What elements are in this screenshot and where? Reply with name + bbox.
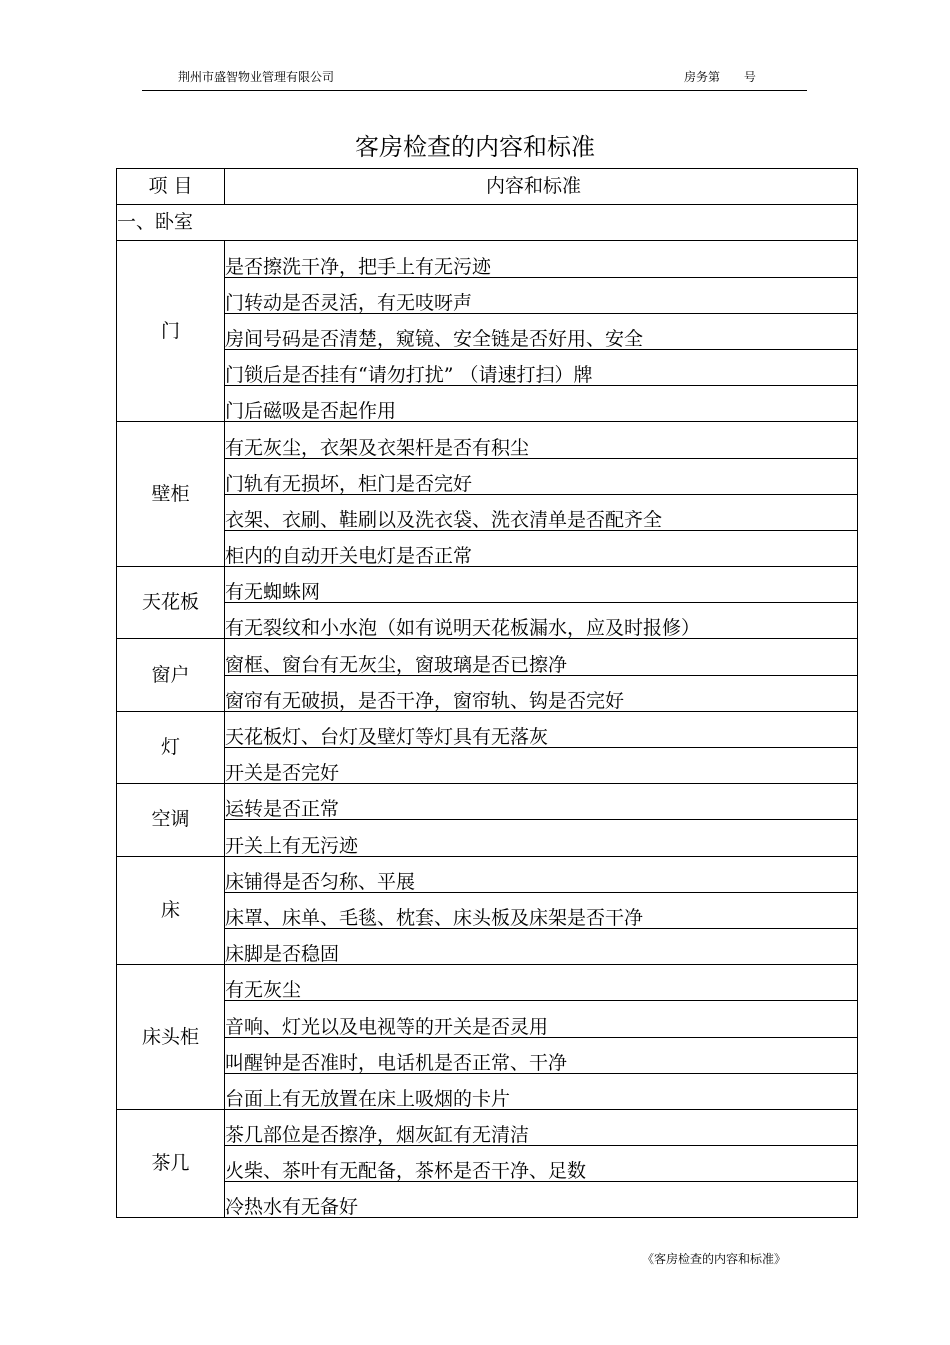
standard-text: 门轨有无损坏，柜门是否完好 — [225, 458, 858, 494]
standard-text: 是否擦洗干净，把手上有无污迹 — [225, 241, 858, 277]
column-header-content: 内容和标准 — [225, 169, 858, 205]
standard-text: 门转动是否灵活，有无吱呀声 — [225, 277, 858, 313]
item-label: 茶几 — [117, 1109, 225, 1218]
item-label: 灯 — [117, 711, 225, 783]
table-row — [117, 422, 858, 458]
standard-text: 门后磁吸是否起作用 — [225, 386, 858, 422]
item-label: 门 — [117, 241, 225, 422]
company-name: 荆州市盛智物业管理有限公司 — [178, 70, 335, 84]
table-row — [117, 892, 858, 928]
standard-text: 台面上有无放置在床上吸烟的卡片 — [225, 1073, 858, 1109]
table-row — [117, 603, 858, 639]
standard-text: 天花板灯、台灯及壁灯等灯具有无落灰 — [225, 711, 858, 747]
header-row — [117, 169, 858, 205]
table-row — [117, 1073, 858, 1109]
section-row — [117, 205, 858, 241]
table-row — [117, 1146, 858, 1182]
table-row — [117, 965, 858, 1001]
table-row — [117, 1001, 858, 1037]
table-row — [117, 313, 858, 349]
header-rule — [142, 90, 807, 91]
page-title: 客房检查的内容和标准 — [355, 133, 595, 161]
item-label: 床 — [117, 856, 225, 965]
standard-text: 窗帘有无破损，是否干净，窗帘轨、钩是否完好 — [225, 675, 858, 711]
standard-text: 房间号码是否清楚，窥镜、安全链是否好用、安全 — [225, 313, 858, 349]
table-row — [117, 567, 858, 603]
table-row — [117, 928, 858, 964]
standard-text: 衣架、衣刷、鞋刷以及洗衣袋、洗衣清单是否配齐全 — [225, 494, 858, 530]
standard-text: 开关上有无污迹 — [225, 820, 858, 856]
table-row — [117, 639, 858, 675]
table-row — [117, 458, 858, 494]
table-row — [117, 820, 858, 856]
table-row — [117, 349, 858, 385]
item-label: 窗户 — [117, 639, 225, 711]
item-label: 床头柜 — [117, 965, 225, 1110]
standard-text: 音响、灯光以及电视等的开关是否灵用 — [225, 1001, 858, 1037]
table-row — [117, 1182, 858, 1218]
table-row — [117, 856, 858, 892]
item-label: 壁柜 — [117, 422, 225, 567]
standard-text: 门锁后是否挂有“请勿打扰” （请速打扫）牌 — [225, 349, 858, 385]
table-row — [117, 784, 858, 820]
standard-text: 有无灰尘 — [225, 965, 858, 1001]
table-row — [117, 530, 858, 566]
standard-text: 火柴、茶叶有无配备，茶杯是否干净、足数 — [225, 1146, 858, 1182]
standard-text: 柜内的自动开关电灯是否正常 — [225, 530, 858, 566]
standard-text: 床罩、床单、毛毯、枕套、床头板及床架是否干净 — [225, 892, 858, 928]
footer-title: 《客房检查的内容和标准》 — [641, 1252, 786, 1266]
table-row — [117, 675, 858, 711]
standard-text: 有无蜘蛛网 — [225, 567, 858, 603]
column-header-item: 项 目 — [117, 169, 225, 205]
table-row — [117, 241, 858, 277]
table-row — [117, 1037, 858, 1073]
table-row — [117, 1109, 858, 1145]
standard-text: 床铺得是否匀称、平展 — [225, 856, 858, 892]
standard-text: 有无灰尘，衣架及衣架杆是否有积尘 — [225, 422, 858, 458]
table-row — [117, 277, 858, 313]
standard-text: 有无裂纹和小水泡（如有说明天花板漏水，应及时报修） — [225, 603, 858, 639]
standard-text: 开关是否完好 — [225, 748, 858, 784]
standard-text: 窗框、窗台有无灰尘，窗玻璃是否已擦净 — [225, 639, 858, 675]
item-label: 空调 — [117, 784, 225, 856]
table-row — [117, 711, 858, 747]
item-label: 天花板 — [117, 567, 225, 639]
standard-text: 运转是否正常 — [225, 784, 858, 820]
inspection-table — [116, 168, 858, 1218]
standard-text: 叫醒钟是否准时，电话机是否正常、干净 — [225, 1037, 858, 1073]
standard-text: 茶几部位是否擦净，烟灰缸有无清洁 — [225, 1109, 858, 1145]
standard-text: 冷热水有无备好 — [225, 1182, 858, 1218]
doc-number: 房务第 号 — [684, 70, 756, 84]
table-row — [117, 748, 858, 784]
table-row — [117, 386, 858, 422]
table-row — [117, 494, 858, 530]
standard-text: 床脚是否稳固 — [225, 928, 858, 964]
section-title: 一、卧室 — [117, 205, 858, 241]
